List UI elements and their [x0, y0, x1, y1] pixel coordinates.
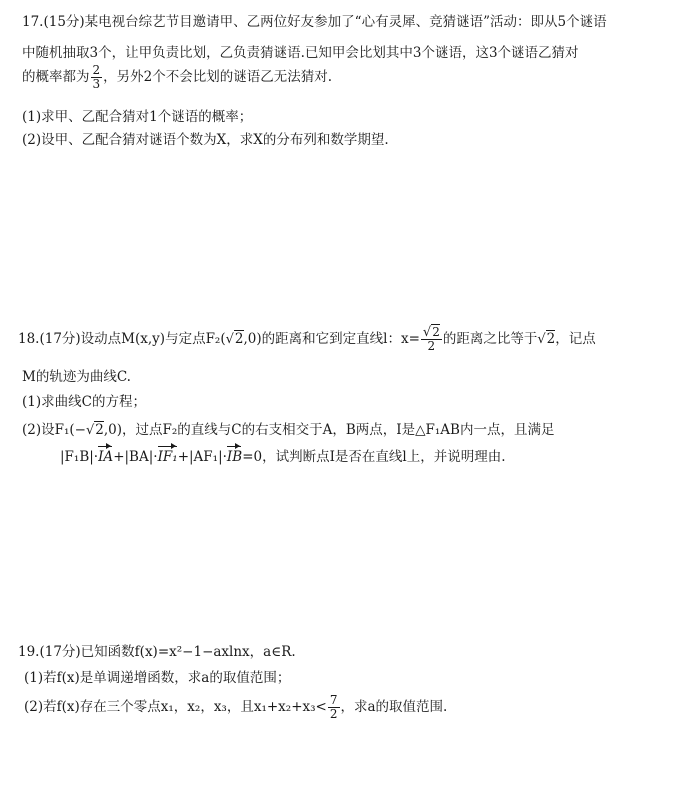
vector-if1: IF₁ — [157, 449, 178, 465]
p18-line-2: M的轨迹为曲线C. — [22, 369, 131, 385]
p18-line-1-a: 18.(17分)设动点M(x,y)与定点F₂( — [18, 331, 226, 347]
p18-question-2-line-2 — [60, 445, 506, 465]
p19-line-1: 19.(17分)已知函数f(x)=x²−1−axlnx，a∈R. — [18, 644, 296, 660]
p17-question-1: (1)求甲、乙配合猜对1个谜语的概率； — [22, 109, 253, 125]
p17-fraction — [91, 64, 103, 91]
vector-ib: IB — [226, 449, 243, 465]
vector-ia: IA — [98, 449, 114, 465]
sqrt-sign: √ — [225, 332, 234, 347]
p18-frac-den: 2 — [427, 339, 436, 353]
p17-line-3 — [22, 64, 332, 91]
p17-line-3-post: ，另外2个不会比划的谜语乙无法猜对. — [103, 69, 333, 85]
p18-question-2-line-1 — [22, 418, 554, 438]
p18-q2-a: (2)设F₁(− — [22, 422, 86, 438]
p18-sqrt-2: 2 — [546, 331, 556, 347]
p17-question-2: (2)设甲、乙配合猜对谜语个数为X，求X的分布列和数学期望. — [22, 132, 389, 148]
p18-question-1: (1)求曲线C的方程； — [22, 394, 146, 410]
p19-frac-den: 2 — [329, 707, 338, 721]
p18-frac-num-value: 2 — [432, 325, 440, 339]
p19-q2-a: (2)若f(x)存在三个零点x₁，x₂，x₃，且x₁+x₂+x₃< — [24, 699, 327, 715]
p18-q2-line2-a: |F₁B|· — [60, 449, 99, 465]
p18-q2-line2-d: =0，试判断点I是否在直线l上，并说明理由. — [242, 449, 506, 465]
sqrt-sign: √ — [422, 325, 432, 340]
p18-sqrt-1: 2 — [234, 331, 244, 347]
p18-line-1-d: 的距离之比等于 — [442, 331, 538, 347]
p19-question-1: (1)若f(x)是单调递增函数，求a的取值范围； — [24, 670, 291, 686]
p18-q2-line2-b: +|BA|· — [113, 449, 158, 465]
sqrt-sign: √ — [537, 332, 546, 347]
p17-line-2: 中随机抽取3个，让甲负责比划，乙负责猜谜语.已知甲会比划其中3个谜语，这3个谜语乙猜对 — [22, 45, 579, 61]
p17-frac-den: 3 — [92, 77, 101, 91]
p18-q2-c: ,0)，过点F₂的直线与C的右支相交于A，B两点，I是△F₁AB内一点，且满足 — [103, 422, 555, 438]
p18-sqrt-3: 2 — [95, 422, 104, 438]
p19-fraction — [328, 694, 340, 721]
p18-q2-line2-c: +|AF₁|· — [177, 449, 227, 465]
p19-q2-b: ，求a的取值范围. — [340, 699, 448, 715]
p19-frac-num: 7 — [329, 693, 338, 707]
p18-line-1-f: ，记点 — [555, 331, 596, 347]
p18-line-1 — [18, 326, 596, 353]
p17-frac-num: 2 — [92, 63, 101, 77]
sqrt-sign: √ — [85, 423, 95, 438]
p17-line-3-pre: 的概率都为 — [22, 69, 90, 85]
p17-line-1: 17.(15分)某电视台综艺节目邀请甲、乙两位好友参加了“心有灵犀、竞猜谜语”活动：即从5个谜语 — [22, 14, 607, 30]
p19-question-2 — [24, 694, 447, 721]
p18-line-1-c: ,0)的距离和它到定直线l：x= — [243, 331, 420, 347]
p18-fraction — [421, 326, 442, 353]
p18-frac-num — [421, 326, 442, 340]
